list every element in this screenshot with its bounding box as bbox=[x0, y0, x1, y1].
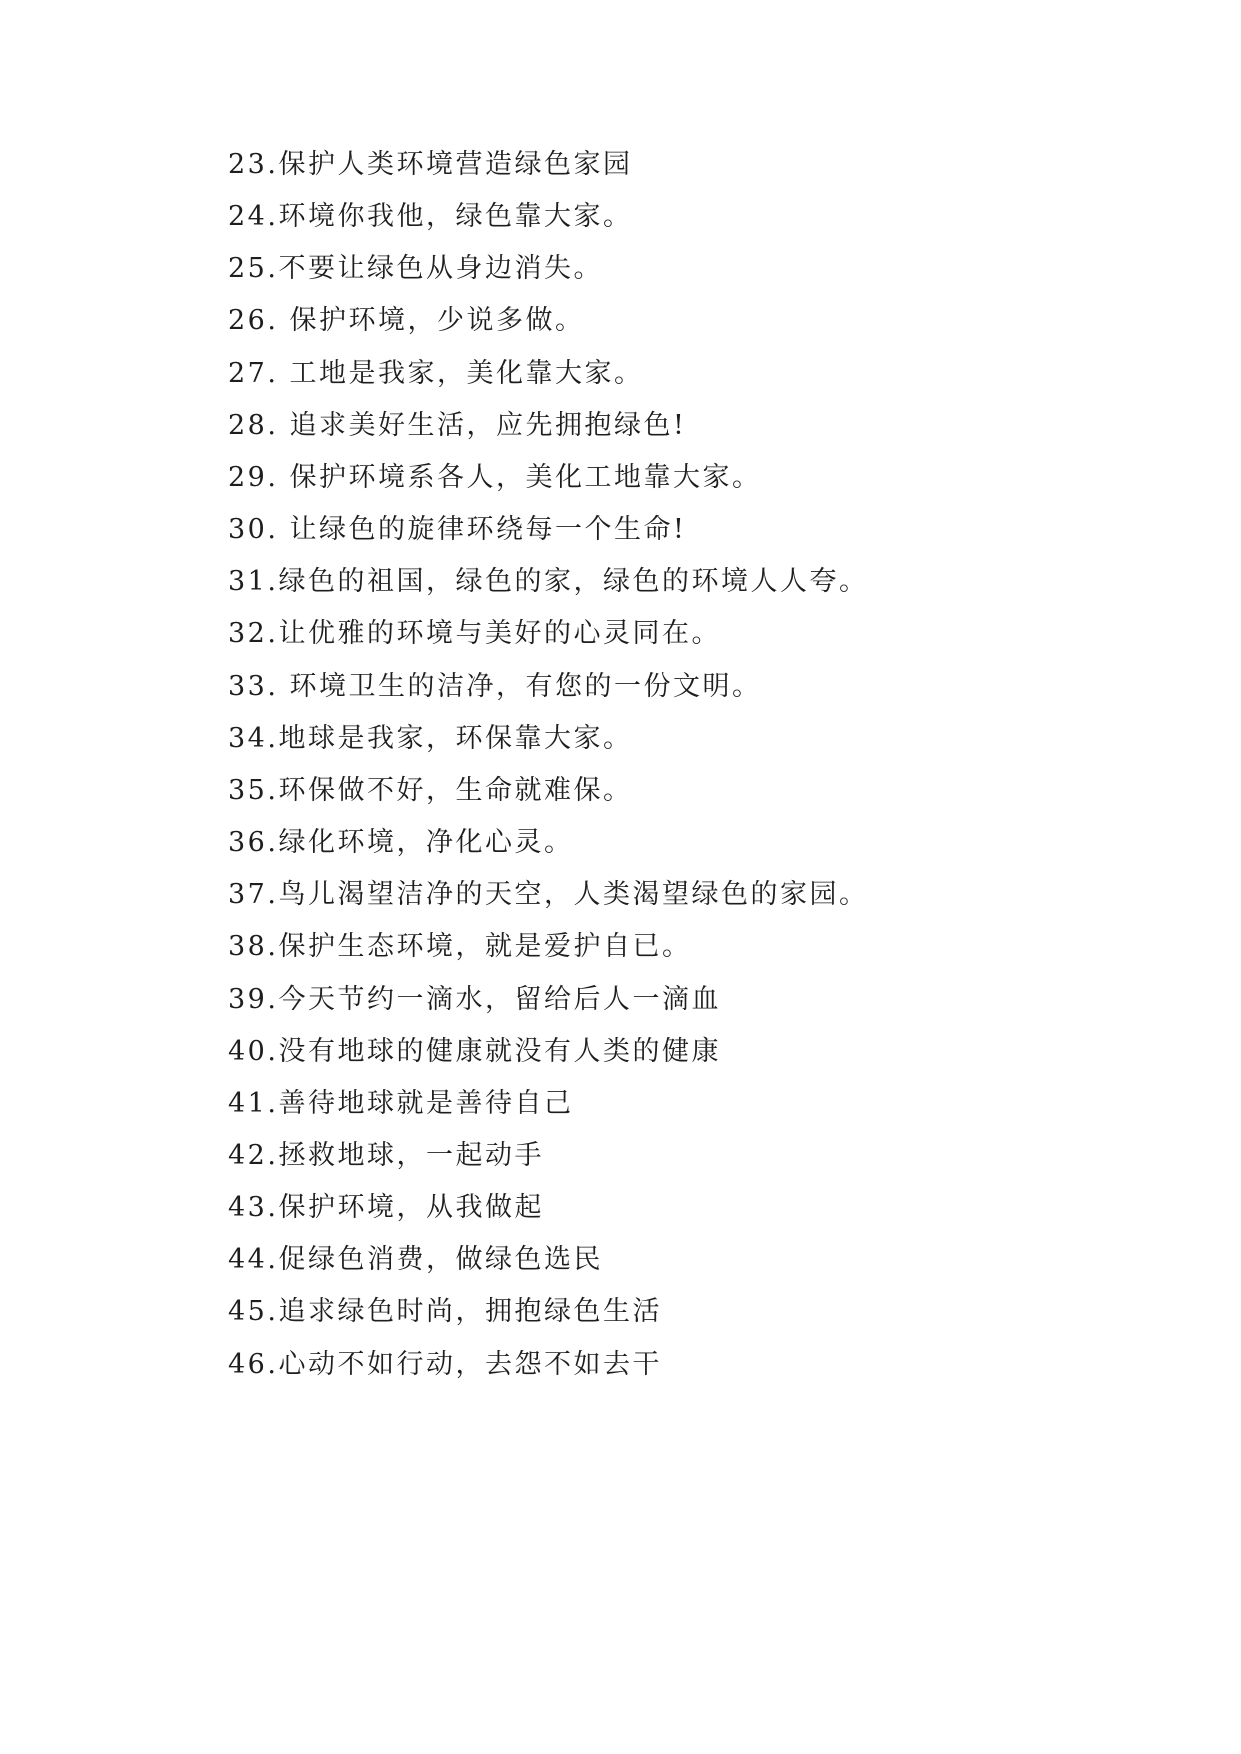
slogan-item-37: 37.鸟儿渴望洁净的天空，人类渴望绿色的家园。 bbox=[228, 879, 869, 911]
slogan-item-33: 33. 环境卫生的洁净，有您的一份文明。 bbox=[228, 670, 762, 702]
slogan-item-28: 28. 追求美好生活，应先拥抱绿色! bbox=[228, 409, 687, 441]
slogan-list bbox=[228, 139, 1188, 1391]
slogan-item-45: 45.追求绿色时尚，拥抱绿色生活 bbox=[228, 1296, 662, 1328]
slogan-item-43: 43.保护环境，从我做起 bbox=[228, 1192, 544, 1224]
slogan-item-34: 34.地球是我家，环保靠大家。 bbox=[228, 722, 633, 754]
slogan-item-41: 41.善待地球就是善待自己 bbox=[228, 1087, 574, 1119]
slogan-item-30: 30. 让绿色的旋律环绕每一个生命! bbox=[228, 514, 687, 546]
slogan-item-44: 44.促绿色消费，做绿色选民 bbox=[228, 1244, 603, 1276]
slogan-item-26: 26. 保护环境，少说多做。 bbox=[228, 305, 585, 337]
slogan-item-27: 27. 工地是我家，美化靠大家。 bbox=[228, 357, 644, 389]
slogan-item-25: 25.不要让绿色从身边消失。 bbox=[228, 253, 603, 285]
slogan-item-29: 29. 保护环境系各人，美化工地靠大家。 bbox=[228, 461, 762, 493]
slogan-item-46: 46.心动不如行动，去怨不如去干 bbox=[228, 1348, 662, 1380]
slogan-item-24: 24.环境你我他，绿色靠大家。 bbox=[228, 201, 633, 233]
slogan-item-31: 31.绿色的祖国，绿色的家，绿色的环境人人夸。 bbox=[228, 566, 869, 598]
slogan-item-42: 42.拯救地球，一起动手 bbox=[228, 1139, 544, 1171]
slogan-item-23: 23.保护人类环境营造绿色家园 bbox=[228, 149, 633, 180]
slogan-item-39: 39.今天节约一滴水，留给后人一滴血 bbox=[228, 983, 721, 1015]
slogan-item-32: 32.让优雅的环境与美好的心灵同在。 bbox=[228, 618, 721, 650]
slogan-item-35: 35.环保做不好，生命就难保。 bbox=[228, 774, 633, 806]
slogan-item-36: 36.绿化环境，净化心灵。 bbox=[228, 827, 574, 859]
slogan-item-40: 40.没有地球的健康就没有人类的健康 bbox=[228, 1035, 721, 1067]
slogan-item-38: 38.保护生态环境，就是爱护自已。 bbox=[228, 931, 692, 963]
